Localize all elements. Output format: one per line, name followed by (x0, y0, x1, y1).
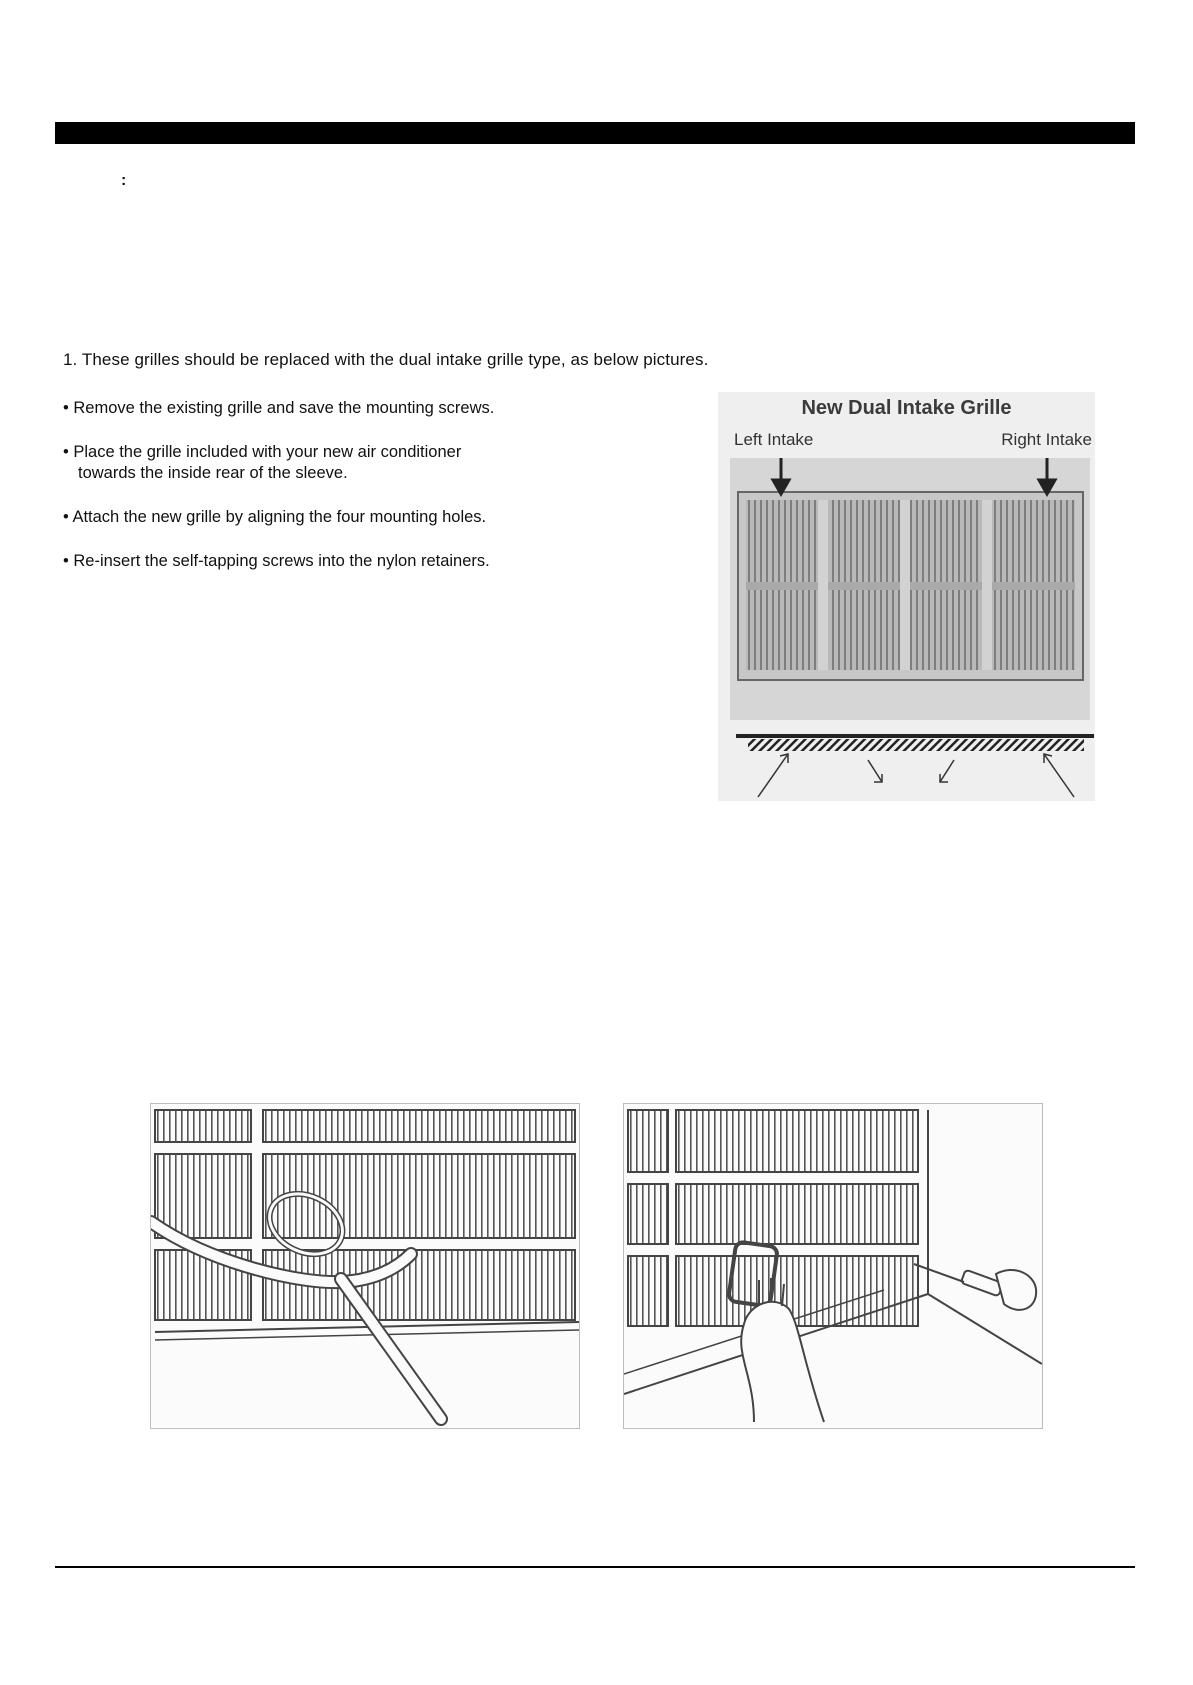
right-intake-label: Right Intake (1001, 430, 1092, 449)
photo-title: New Dual Intake Grille (801, 397, 1012, 419)
instruction-text: • Place the grille included with your new air conditioner (63, 443, 462, 461)
sleeve-hatch (748, 739, 1084, 751)
left-intake-label: Left Intake (734, 430, 814, 449)
instruction-item (63, 551, 683, 572)
footer-rule (55, 1566, 1135, 1568)
hand-insert-screw-sketch (623, 1103, 1043, 1429)
grille-rib (982, 500, 992, 670)
cable-tie-illustration (151, 1104, 579, 1428)
instruction-text-continued: towards the inside rear of the sleeve. (78, 464, 348, 482)
grille-upper-slats (746, 500, 1075, 582)
grille-rib (818, 500, 828, 670)
instruction-item (63, 442, 683, 484)
instruction-text: • Attach the new grille by aligning the four mounting holes. (63, 508, 487, 526)
grille-divider (746, 582, 1075, 590)
dual-intake-grille-photo (718, 392, 1095, 801)
instruction-item (63, 398, 683, 419)
instruction-item (63, 507, 683, 528)
airflow-arrows (758, 754, 1074, 797)
header-marker: : (121, 172, 127, 189)
hand-screwdriver-illustration (624, 1104, 1042, 1428)
instruction-text: • Re-insert the self-tapping screws into the nylon retainers. (63, 552, 490, 570)
grille-rib (900, 500, 910, 670)
instruction-list (63, 398, 683, 595)
grille-lower-slats (746, 590, 1075, 670)
section-header-bar (55, 122, 1135, 144)
step-heading: 1. These grilles should be replaced with the dual intake grille type, as below pictures. (63, 350, 709, 369)
cable-tie-sketch (150, 1103, 580, 1429)
grille-photo-illustration (718, 392, 1095, 801)
instruction-text: • Remove the existing grille and save the mounting screws. (63, 399, 495, 417)
sleeve-line (736, 734, 1094, 738)
